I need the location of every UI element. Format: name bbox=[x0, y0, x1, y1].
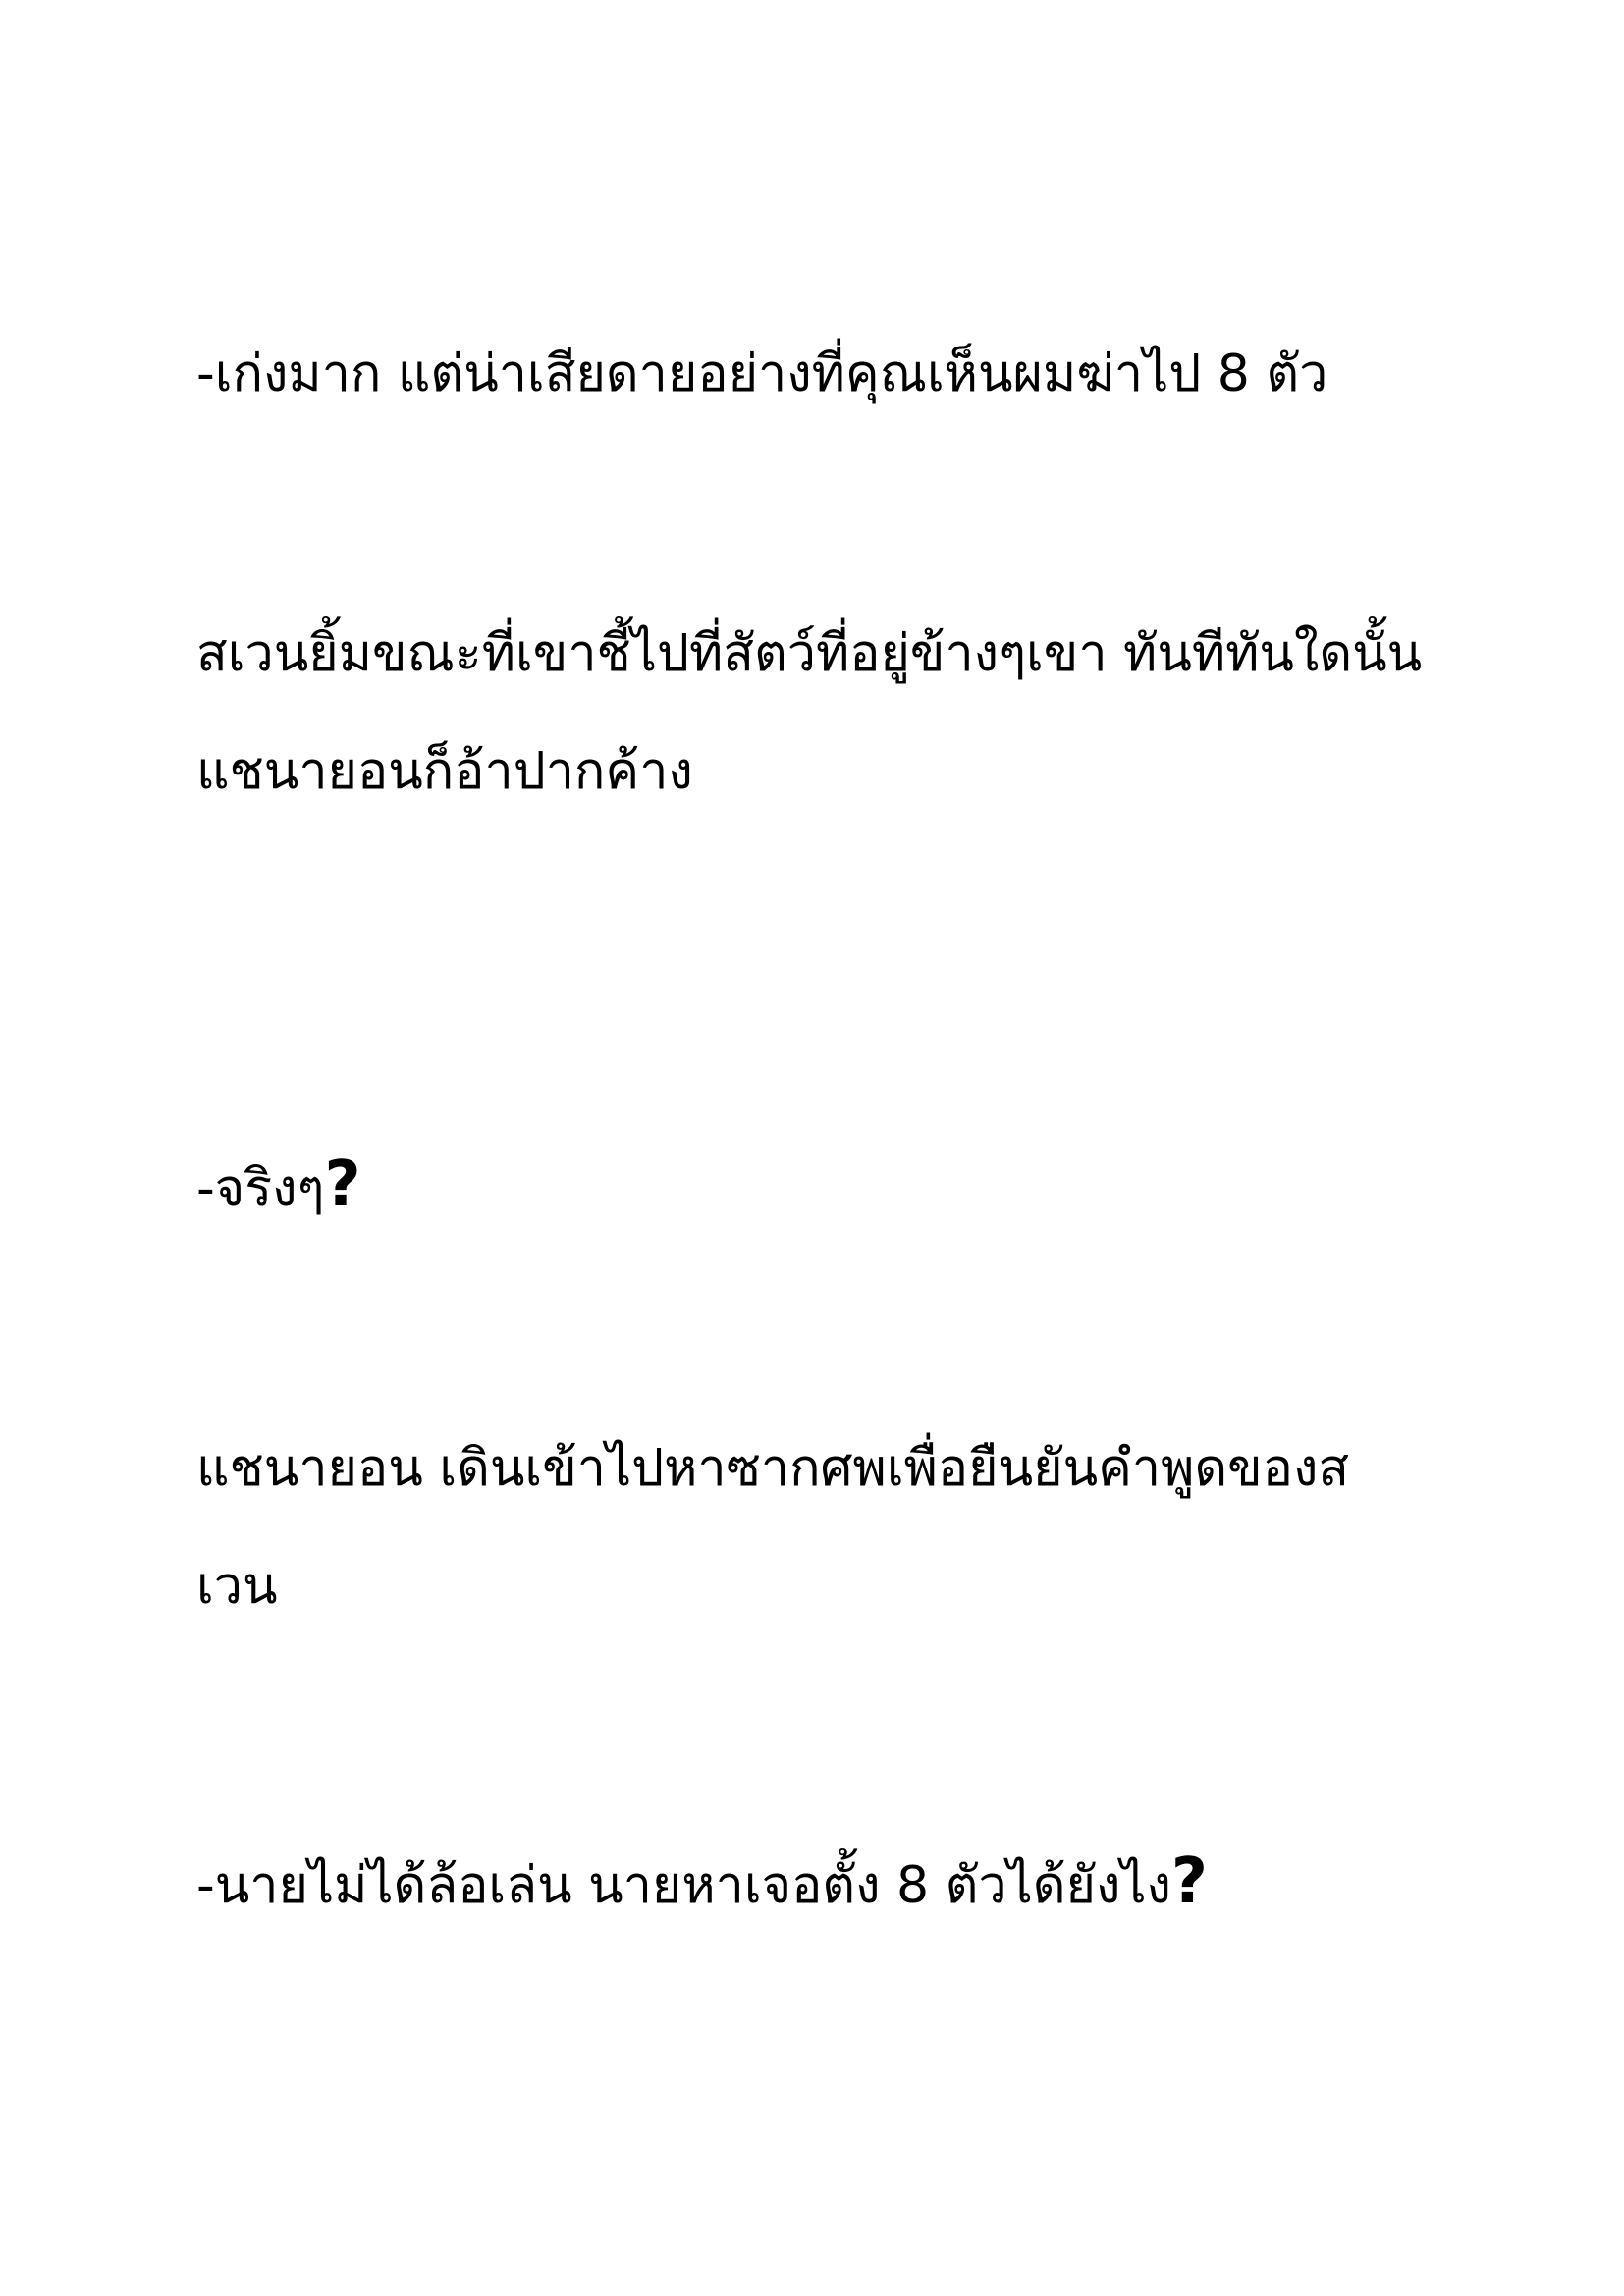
line-text: สเวนยิ้มขณะที่เขาชี้ไปที่สัตว์ที่อยู่ข้างๆเขา ทันทีทันใดนั้น bbox=[196, 624, 1423, 683]
narration-line-1 bbox=[196, 624, 1423, 683]
narration-line-2 bbox=[196, 742, 693, 801]
line-text: เวน bbox=[196, 1557, 278, 1616]
narration-line-4 bbox=[196, 1557, 278, 1616]
line-text: -เก่งมาก แต่น่าเสียดายอย่างที่คุณเห็นผมฆ่าไป 8 ตัว bbox=[196, 345, 1328, 403]
question-mark: ? bbox=[324, 1148, 361, 1221]
dialogue-line-1 bbox=[196, 345, 1328, 403]
question-mark: ? bbox=[1170, 1845, 1209, 1918]
narration-line-3 bbox=[196, 1439, 1350, 1498]
line-text: -จริงๆ bbox=[196, 1159, 325, 1218]
line-text: แชนายอน เดินเข้าไปหาซากศพเพื่อยืนยันคำพูดของส bbox=[196, 1439, 1350, 1498]
dialogue-line-2 bbox=[196, 1148, 361, 1221]
line-text: แชนายอนก็อ้าปากค้าง bbox=[196, 742, 693, 801]
line-text: -นายไม่ได้ล้อเล่น นายหาเจอตั้ง 8 ตัวได้ยังไง bbox=[196, 1856, 1171, 1915]
dialogue-line-3 bbox=[196, 1845, 1209, 1918]
